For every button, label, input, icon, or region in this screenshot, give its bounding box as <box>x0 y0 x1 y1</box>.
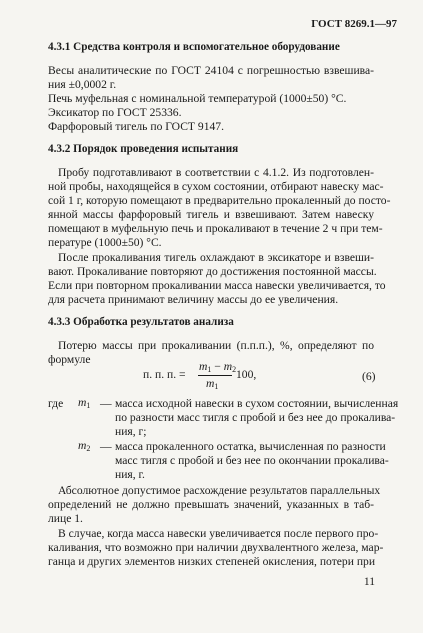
text-line: помещают в муфельную печь и прокаливают в течение 2 ч при тем- <box>48 222 383 235</box>
section-title-4-3-2: 4.3.2 Порядок проведения испытания <box>48 143 239 155</box>
text-line: каливания, что возможно при наличии двухвалентного железа, мар- <box>48 541 384 554</box>
text-line: Пробу подготавливают в соответствии с 4.1.2. Из подготовлен- <box>58 166 374 179</box>
page-number: 11 <box>363 575 375 588</box>
section-title-4-3-1: 4.3.1 Средства контроля и вспомогательное оборудование <box>48 41 340 53</box>
formula-denominator: $m_1$ <box>206 377 219 391</box>
text-line: формуле <box>48 353 91 366</box>
formula-lhs: п. п. п. = <box>143 368 186 381</box>
text-line: ния ±0,0002 г. <box>48 78 117 91</box>
text-line: по разности масс тигля с пробой и без нее до прокалива- <box>115 411 396 424</box>
text-line: для расчета принимают величину массы до ее увеличения. <box>48 293 339 306</box>
definition-dash: — <box>100 440 112 453</box>
text-line: Печь муфельная с номинальной температурой (1000±50) °С. <box>48 92 347 105</box>
formula-numerator: $m_1 - m_2$ <box>199 360 237 374</box>
symbol-m1: $m_1$ <box>78 396 91 410</box>
text-line: масса прокаленного остатка, вычисленная по разности <box>115 440 386 453</box>
text-line: Эксикатор по ГОСТ 25336. <box>48 106 182 119</box>
text-line: В случае, когда масса навески увеличивается после первого про- <box>58 527 379 540</box>
definition-dash: — <box>100 397 112 410</box>
fraction-bar <box>198 375 232 376</box>
text-line: вают. Прокаливание повторяют до достижения постоянной массы. <box>48 265 377 278</box>
text-line: ной пробы, находящейся в сухом состоянии, отбирают навеску мас- <box>48 180 384 193</box>
text-line: ганца и других элементов низких степеней окисления, потери при <box>48 555 376 568</box>
text-line: После прокаливания тигель охлаждают в эксикаторе и взвеши- <box>58 251 374 264</box>
formula-number: (6) <box>362 370 376 383</box>
where-label: где <box>48 397 64 410</box>
text-line: Если при повторном прокаливании масса навески увеличивается, то <box>48 279 386 292</box>
standard-header: ГОСТ 8269.1—97 <box>311 18 397 30</box>
text-line: лице 1. <box>48 512 83 525</box>
text-line: определений не должно превышать значений, указанных в таб- <box>48 498 374 511</box>
text-line: ния, г. <box>115 468 145 481</box>
symbol-m2: $m_2$ <box>78 439 91 453</box>
text-line: Абсолютное допустимое расхождение результатов параллельных <box>58 484 381 497</box>
text-line: Весы аналитические по ГОСТ 24104 с погрешностью взвешива- <box>48 64 374 77</box>
formula-factor: 100, <box>236 368 257 381</box>
text-line: пературе (1000±50) °С. <box>48 236 162 249</box>
text-line: ния, г; <box>115 425 147 438</box>
text-line: сой 1 г, которую помещают в предварительно прокаленный до посто- <box>48 194 391 207</box>
section-title-4-3-3: 4.3.3 Обработка результатов анализа <box>48 316 234 328</box>
text-line: Потерю массы при прокаливании (п.п.п.), %, определяют по <box>58 339 374 352</box>
text-line: Фарфоровый тигель по ГОСТ 9147. <box>48 120 224 133</box>
text-line: масс тигля с пробой и без нее по окончании прокалива- <box>115 454 389 467</box>
text-line: янной массы фарфоровый тигель и взвешивают. Затем навеску <box>48 208 374 221</box>
text-line: масса исходной навески в сухом состоянии, вычисленная <box>115 397 399 410</box>
